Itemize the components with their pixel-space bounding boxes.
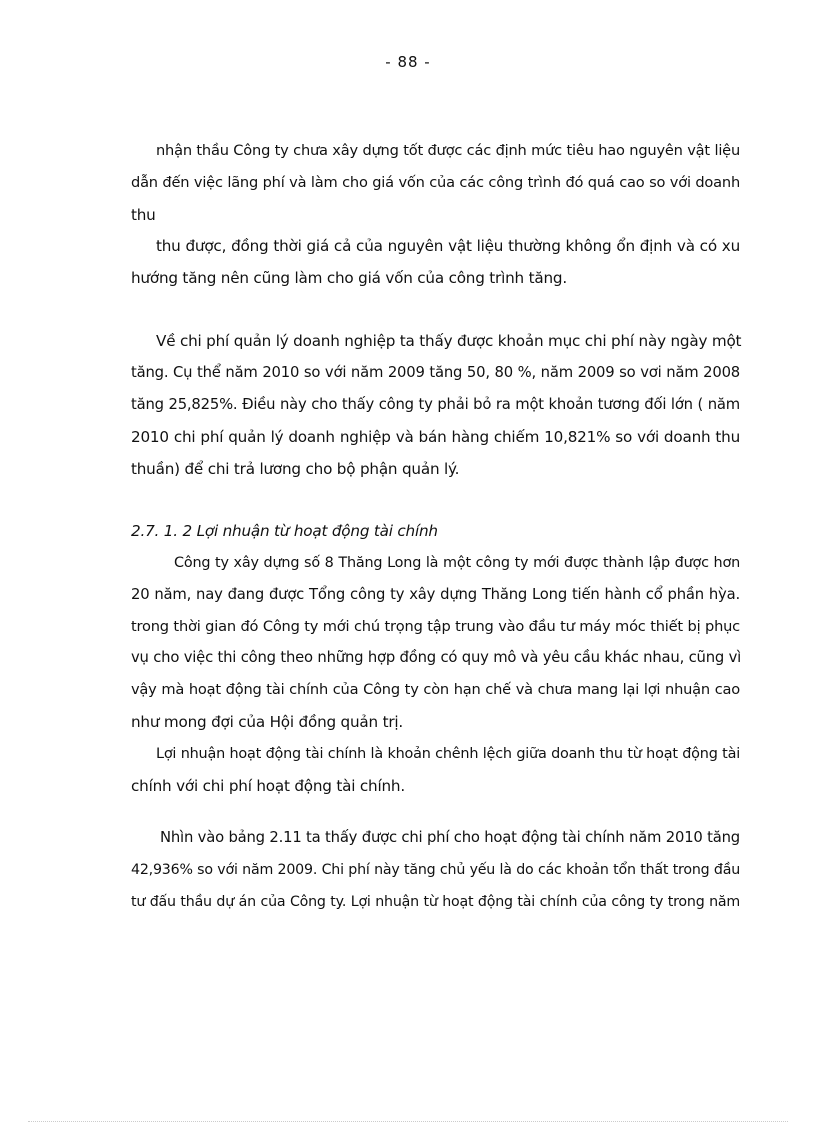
page-number: - 88 - (385, 53, 431, 71)
text-line: vậy mà hoạt động tài chính của Công ty còn hạn chế và chưa mang lại lợi nhuận cao (131, 681, 740, 698)
text-line: tăng 25,825%. Điều này cho thấy công ty phải bỏ ra một khoản tương đối lớn ( năm (131, 396, 740, 413)
text-line: tư đấu thầu dự án của Công ty. Lợi nhuận từ hoạt động tài chính của công ty trong năm (131, 894, 740, 910)
text-line: 42,936% so với năm 2009. Chi phí này tăng chủ yếu là do các khoản tổn thất trong đầu (131, 862, 740, 878)
text-line: 20 năm, nay đang được Tổng công ty xây dựng Thăng Long tiến hành cổ phần hỳa. (131, 586, 740, 603)
text-line: dẫn đến việc lãng phí và làm cho giá vốn của các công trình đó quá cao so với doanh (131, 174, 740, 191)
page-bottom-rule (28, 1121, 788, 1122)
text-line: như mong đợi của Hội đồng quản trị. (131, 713, 404, 731)
text-line: vụ cho việc thi công theo những hợp đồng có quy mô và yêu cầu khác nhau, cũng vì (131, 649, 742, 666)
text-line: thuần) để chi trả lương cho bộ phận quản lý. (131, 460, 460, 478)
text-line: chính với chi phí hoạt động tài chính. (131, 777, 405, 795)
text-line: Về chi phí quản lý doanh nghiệp ta thấy được khoản mục chi phí này ngày một (156, 332, 742, 350)
text-line: Nhìn vào bảng 2.11 ta thấy được chi phí cho hoạt động tài chính năm 2010 tăng (160, 829, 740, 846)
text-line: trong thời gian đó Công ty mới chú trọng tập trung vào đầu tư máy móc thiết bị phục (131, 618, 740, 635)
text-line: hướng tăng nên cũng làm cho giá vốn của công trình tăng. (131, 269, 567, 287)
text-line: tăng. Cụ thể năm 2010 so với năm 2009 tăng 50, 80 %, năm 2009 so vơi năm 2008 (131, 364, 740, 381)
text-line: thu được, đồng thời giá cả của nguyên vật liệu thường không ổn định và có xu (156, 237, 740, 255)
text-line: thu (131, 206, 156, 224)
text-line: Lợi nhuận hoạt động tài chính là khoản chênh lệch giữa doanh thu từ hoạt động tài (156, 746, 740, 762)
text-line: Công ty xây dựng số 8 Thăng Long là một công ty mới được thành lập được hơn (174, 555, 740, 571)
section-heading: 2.7. 1. 2 Lợi nhuận từ hoạt động tài chính (131, 522, 438, 540)
text-line: 2010 chi phí quản lý doanh nghiệp và bán hàng chiếm 10,821% so với doanh thu (131, 428, 740, 446)
text-line: nhận thầu Công ty chưa xây dựng tốt được các định mức tiêu hao nguyên vật liệu (156, 142, 740, 159)
